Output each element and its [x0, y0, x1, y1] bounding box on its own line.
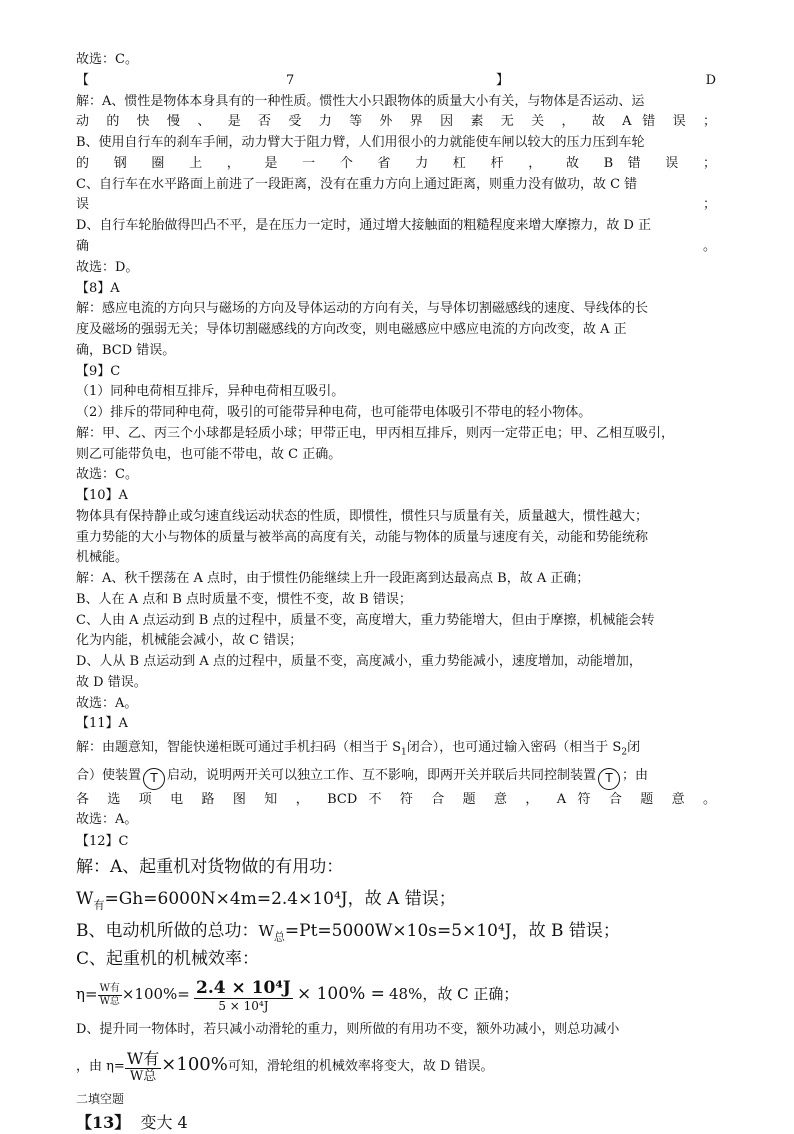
answer-line: 故选：A。 [76, 696, 138, 711]
question-10-header: 【10】A [76, 488, 128, 503]
text-line: （2）排斥的带同种电荷，吸引的可能带异种电荷，也可能带电体吸引不带电的轻小物体。 [76, 405, 592, 420]
question-13-answer: 【13】 变大 4 [76, 1113, 188, 1132]
text-line: C、人由 A 点运动到 B 点的过程中，质量不变，高度增大，重力势能增大，但由于摩擦，机械能会转 [76, 613, 655, 628]
text-line: C、起重机的机械效率： [76, 949, 260, 969]
question-9-header: 【9】C [76, 364, 121, 379]
text-line: 解：由题意知，智能快递柜既可通过手机扫码（相当于 $S_1$闭合），也可通过输入密码（相当于 $S_2$闭 [76, 740, 641, 758]
text-line: 化为内能，机械能会减小，故 C 错误； [76, 633, 303, 648]
formula-line: $W_有=Gh=6000N\times 4m=2.4\times 10^4J$，故 A 错误； [76, 889, 456, 912]
text-line: 重力势能的大小与物体的质量与被举高的高度有关，动能与物体的质量与速度有关，动能和势能统称 [76, 530, 649, 545]
answer-line: 故选：A。 [76, 812, 138, 827]
text-line: 解：A、秋千摆荡在 A 点时，由于惯性仍能继续上升一段距离到达最高点 B，故 A 正确； [76, 571, 590, 586]
text-line: B、使用自行车的刹车手闸，动力臂大于阻力臂，人们用很小的力就能使车闸以较大的压力压到车轮 [76, 135, 645, 150]
text-line: 解：感应电流的方向只与磁场的方向及导体运动的方向有关，与导体切割磁感线的速度、导线体的长 [76, 301, 649, 316]
text-line: 解：甲、乙、丙三个小球都是轻质小球；甲带正电，甲丙相互排斥，则丙一定带正电；甲、乙相互吸引， [76, 426, 675, 441]
device-t-icon: T [598, 768, 620, 790]
text-line: D、提升同一物体时，若只减小动滑轮的重力，则所做的有用功不变，额外功减小，则总功减小 [76, 1022, 620, 1037]
question-12-header: 【12】C [76, 834, 129, 849]
text-line: 解：A、起重机对货物做的有用功： [76, 857, 344, 877]
text-line: 各 选 项 电 路 图 知 ， BCD 不 符 合 题 意 ， A 符 合 题 意 。 [76, 792, 716, 807]
text-line: 合）使装置 T 启动，说明两开关可以独立工作、互不影响，即两开关并联后共同控制装置 T ；由 [76, 766, 716, 790]
text-line: 解：A、惯性是物体本身具有的一种性质。惯性大小只跟物体的质量大小有关，与物体是否运动、运 [76, 94, 645, 109]
answer-line: 故选：D。 [76, 260, 139, 275]
text-line: 则乙可能带负电，也可能不带电，故 C 正确。 [76, 447, 342, 462]
efficiency-formula: η= $\frac{\text{W有}}{\text{W总}}$ ×100%= $\frac{\text{2.4 × 10⁴J}}{\text{5 × 10⁴J}}$ × 100% = 48%，故 C 正确； [76, 977, 519, 1013]
formula-line: ，由 η= $\frac{\text{W有}}{\text{W总}}$ ×100%可知，滑轮组的机械效率将变大，故 D 错误。 [76, 1048, 494, 1084]
text-line: 误 ； [76, 197, 716, 212]
text-line: 机械能。 [76, 550, 129, 565]
device-t-icon: T [143, 768, 165, 790]
text-line: （1）同种电荷相互排斥，异种电荷相互吸引。 [76, 384, 345, 399]
answer-line: 故选：C。 [76, 52, 138, 67]
question-11-header: 【11】A [76, 716, 128, 731]
text-line: 物体具有保持静止或匀速直线运动状态的性质，即惯性，惯性只与质量有关，质量越大，惯性越大； [76, 509, 649, 524]
text-line: 度及磁场的强弱无关；导体切割磁感线的方向改变，则电磁感应中感应电流的方向改变，故 A 正 [76, 322, 627, 337]
text-line: C、自行车在水平路面上前进了一段距离，没有在重力方向上通过距离，则重力没有做功，故 C 错 [76, 177, 638, 192]
formula-line: B、电动机所做的总功：$W_总=Pt=5000W\times 10s=5\times 10^4J$，故 B 错误； [76, 921, 620, 944]
text-line: 的 钢 圈 上 ， 是 一 个 省 力 杠 杆 ， 故 B 错 误 ； [76, 156, 716, 171]
text-line: D、人从 B 点运动到 A 点的过程中，质量不变，高度减小，重力势能减小，速度增加，动能增加， [76, 654, 642, 669]
text-line: 故 D 错误。 [76, 675, 147, 690]
text-line: D、自行车轮胎做得凹凸不平，是在压力一定时，通过增大接触面的粗糙程度来增大摩擦力，故 D 正 [76, 218, 652, 233]
answer-line: 故选：C。 [76, 467, 138, 482]
section-heading: 二填空题 [76, 1092, 125, 1106]
text-line: 确，BCD 错误。 [76, 343, 176, 358]
text-line: B、人在 A 点和 B 点时质量不变，惯性不变，故 B 错误； [76, 592, 412, 607]
text-line: 动 的 快 慢 、 是 否 受 力 等 外 界 因 素 无 关 ， 故 A 错 误 ； [76, 114, 716, 129]
text-line: 确 。 [76, 239, 716, 254]
question-8-header: 【8】A [76, 281, 120, 296]
